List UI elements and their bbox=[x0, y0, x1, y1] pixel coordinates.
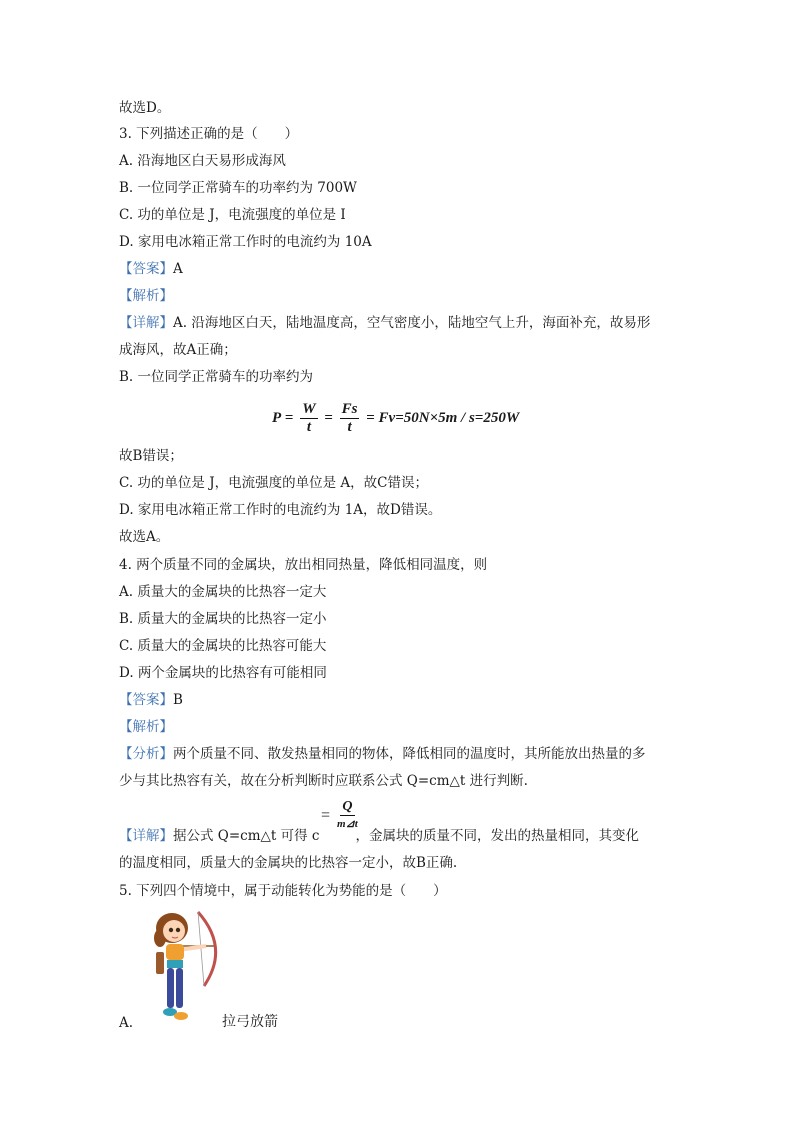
text-line: 少与其比热容有关，故在分析判断时应联系公式 Q=cm△t 进行判断. bbox=[119, 773, 528, 789]
option-c: C. 功的单位是 J，电流强度的单位是 I bbox=[119, 207, 346, 223]
detail-tag: 【详解】 bbox=[119, 315, 173, 331]
analysis-tag: 【解析】 bbox=[119, 288, 173, 304]
text-line: C. 功的单位是 J，电流强度的单位是 A，故C错误； bbox=[119, 475, 429, 491]
archer-girl-illustration bbox=[150, 908, 218, 1026]
question-3: 3. 下列描述正确的是（ ） bbox=[119, 126, 299, 142]
text-line: 故B错误； bbox=[119, 448, 183, 464]
specific-heat-formula: = $\frac{Q}{m⊿t}$ bbox=[321, 798, 361, 833]
analysis-tag: 【解析】 bbox=[119, 719, 173, 735]
formula-p: P bbox=[272, 409, 282, 426]
detail-text-cont: ，金属块的质量不同，发出的热量相同，其变化 bbox=[355, 828, 639, 844]
answer-value: A bbox=[173, 261, 183, 277]
question-4: 4. 两个质量不同的金属块，放出相同热量，降低相同温度，则 bbox=[119, 557, 488, 573]
option-a: A. 沿海地区白天易形成海风 bbox=[119, 153, 286, 169]
option-a-caption: 拉弓放箭 bbox=[222, 1014, 278, 1030]
option-c: C. 质量大的金属块的比热容可能大 bbox=[119, 638, 327, 654]
question-5: 5. 下列四个情境中，属于动能转化为势能的是（ ） bbox=[119, 883, 447, 899]
answer-value: B bbox=[173, 692, 183, 708]
denominator: t bbox=[306, 418, 311, 435]
numerator: Q bbox=[342, 799, 353, 814]
detail-line bbox=[119, 314, 650, 332]
analysis-sub-tag: 【分析】 bbox=[119, 746, 173, 762]
detail-line bbox=[119, 827, 639, 845]
text-line: 故选D。 bbox=[119, 100, 171, 116]
numerator: Fs bbox=[341, 400, 358, 417]
option-d: D. 家用电冰箱正常工作时的电流约为 10A bbox=[119, 234, 372, 250]
formula-result: Fv=50N×5m / s=250W bbox=[378, 409, 520, 426]
option-b: B. 一位同学正常骑车的功率约为 700W bbox=[119, 180, 357, 196]
denominator: t bbox=[347, 418, 352, 435]
fraction-fs-over-t bbox=[340, 401, 360, 436]
power-formula: P = $\frac{W}{t}$ = $\frac{Fs}{t}$ = Fv=50N×5m / s=250W bbox=[272, 400, 520, 435]
text-line: 成海风，故A正确； bbox=[119, 342, 237, 358]
text-line: D. 家用电冰箱正常工作时的电流约为 1A，故D错误。 bbox=[119, 502, 442, 518]
numerator: W bbox=[302, 400, 316, 417]
fraction-w-over-t bbox=[300, 401, 317, 436]
denominator: m⊿t bbox=[337, 818, 358, 830]
option-b: B. 质量大的金属块的比热容一定小 bbox=[119, 611, 327, 627]
answer-tag: 【答案】 bbox=[119, 261, 173, 277]
text-line: 的温度相同，质量大的金属块的比热容一定小，故B正确. bbox=[119, 855, 458, 871]
answer-tag: 【答案】 bbox=[119, 692, 173, 708]
detail-text: A. 沿海地区白天，陆地温度高，空气密度小，陆地空气上升，海面补充，故易形 bbox=[173, 315, 651, 331]
detail-tag: 【详解】 bbox=[119, 828, 173, 844]
option-a: A. 质量大的金属块的比热容一定大 bbox=[119, 584, 327, 600]
text-line: 故选A。 bbox=[119, 529, 170, 545]
option-d: D. 两个金属块的比热容有可能相同 bbox=[119, 665, 327, 681]
answer-line bbox=[119, 260, 183, 278]
answer-line bbox=[119, 691, 183, 709]
text-line: B. 一位同学正常骑车的功率约为 bbox=[119, 369, 314, 385]
analysis-text: 两个质量不同、散发热量相同的物体，降低相同的温度时，其所能放出热量的多 bbox=[173, 746, 646, 762]
option-a-label: A. bbox=[119, 1015, 134, 1031]
analysis-line bbox=[119, 745, 646, 763]
detail-text: 据公式 Q=cm△t 可得 c bbox=[173, 828, 320, 844]
